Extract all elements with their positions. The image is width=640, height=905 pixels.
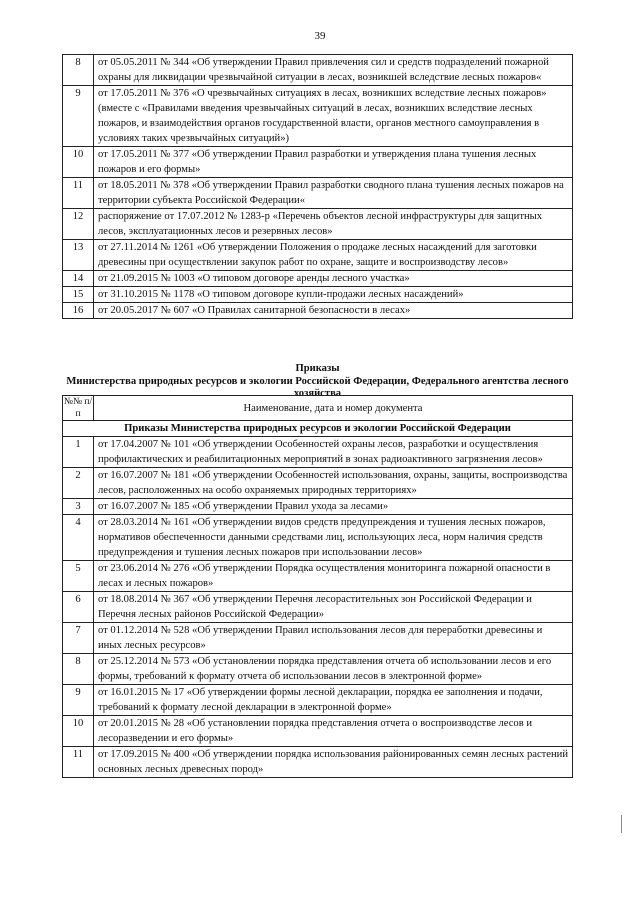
document-title: от 16.01.2015 № 17 «Об утверждении формы лесной декларации, порядка ее заполнения и подачи, требований к формату лесной декларации в электронной форме» xyxy=(94,685,573,716)
table-row xyxy=(63,685,573,716)
row-number: 9 xyxy=(63,86,94,147)
document-title: распоряжение от 17.07.2012 № 1283-р «Перечень объектов лесной инфраструктуры для защитных лесов, эксплуатационных лесов и резервных лесов» xyxy=(94,209,573,240)
document-title: от 27.11.2014 № 1261 «Об утверждении Положения о продаже лесных насаждений для заготовки древесины при осуществлении закупок работ по охране, защите и воспроизводству лесов» xyxy=(94,240,573,271)
row-number: 15 xyxy=(63,287,94,303)
column-header-name: Наименование, дата и номер документа xyxy=(94,396,573,421)
page-number: 39 xyxy=(314,30,326,42)
document-title: от 21.09.2015 № 1003 «О типовом договоре аренды лесного участка» xyxy=(94,271,573,287)
table-row xyxy=(63,716,573,747)
table-row xyxy=(63,747,573,778)
document-title: от 05.05.2011 № 344 «Об утверждении Правил привлечения сил и средств подразделений пожарной охраны для ликвидации чрезвычайной ситуации в лесах, возникшей вследствие лесных пожаров« xyxy=(94,55,573,86)
table-row xyxy=(63,515,573,561)
table-row xyxy=(63,561,573,592)
document-title: от 17.05.2011 № 377 «Об утверждении Правил разработки и утверждения плана тушения лесных пожаров и его формы» xyxy=(94,147,573,178)
section-heading-title: Приказы xyxy=(295,363,340,374)
row-number: 2 xyxy=(63,468,94,499)
table-row xyxy=(63,86,573,147)
table-row xyxy=(63,147,573,178)
table-row xyxy=(63,303,573,319)
table-row xyxy=(63,623,573,654)
table-row xyxy=(63,468,573,499)
document-title: от 16.07.2007 № 185 «Об утверждении Правил ухода за лесами» xyxy=(94,499,573,515)
row-number: 8 xyxy=(63,55,94,86)
table-row xyxy=(63,499,573,515)
document-title: от 25.12.2014 № 573 «Об установлении порядка представления отчета об использовании лесов и его формы, требований к формату отчета об использовании лесов в электронной форме» xyxy=(94,654,573,685)
column-header-number: №№ п/п xyxy=(63,397,93,419)
table-body xyxy=(63,396,573,778)
row-number: 7 xyxy=(63,623,94,654)
table-row xyxy=(63,592,573,623)
row-number: 6 xyxy=(63,592,94,623)
table-row xyxy=(63,271,573,287)
document-title: от 20.01.2015 № 28 «Об установлении порядка представления отчета о воспроизводстве лесов и лесоразведении и его формы» xyxy=(94,716,573,747)
section-heading-subtitle: Министерства природных ресурсов и экологии Российской Федерации, Федерального агентства лесного хозяйства xyxy=(66,376,569,399)
document-title: от 28.03.2014 № 161 «Об утверждении видов средств предупреждения и тушения лесных пожаров, нормативов обеспеченности данными средствами лиц, использующих леса, норм наличия средств предупреждения и тушения лесных пожаров при использовании лесов» xyxy=(94,515,573,561)
document-title: от 17.04.2007 № 101 «Об утверждении Особенностей охраны лесов, разработки и осуществления профилактических и реабилитационных мероприятий в зонах радиоактивного загрязнения лесов» xyxy=(94,437,573,468)
ministry-orders-table xyxy=(62,395,573,778)
row-number: 4 xyxy=(63,515,94,561)
table-section-title: Приказы Министерства природных ресурсов и экологии Российской Федерации xyxy=(63,421,573,437)
table-row xyxy=(63,654,573,685)
row-number: 9 xyxy=(63,685,94,716)
table-row xyxy=(63,287,573,303)
row-number: 13 xyxy=(63,240,94,271)
row-number: 10 xyxy=(63,147,94,178)
table-section-row xyxy=(63,421,573,437)
row-number: 8 xyxy=(63,654,94,685)
margin-mark xyxy=(621,815,622,833)
row-number: 10 xyxy=(63,716,94,747)
document-title: от 31.10.2015 № 1178 «О типовом договоре купли-продажи лесных насаждений» xyxy=(94,287,573,303)
document-title: от 17.09.2015 № 400 «Об утверждении порядка использования районированных семян лесных растений основных лесных древесных пород» xyxy=(94,747,573,778)
document-title: от 01.12.2014 № 528 «Об утверждении Правил использования лесов для переработки древесины и иных лесных ресурсов» xyxy=(94,623,573,654)
row-number: 11 xyxy=(63,178,94,209)
document-title: от 18.05.2011 № 378 «Об утверждении Правил разработки сводного плана тушения лесных пожаров на территории субъекта Российской Федерации« xyxy=(94,178,573,209)
row-number: 5 xyxy=(63,561,94,592)
document-title: от 18.08.2014 № 367 «Об утверждении Перечня лесорастительных зон Российской Федерации и Перечня лесных районов Российской Федерации» xyxy=(94,592,573,623)
row-number: 16 xyxy=(63,303,94,319)
table-row xyxy=(63,178,573,209)
row-number: 11 xyxy=(63,747,94,778)
government-acts-table-continued xyxy=(62,54,573,319)
table-header-row xyxy=(63,396,573,421)
table-body xyxy=(63,55,573,319)
table-row xyxy=(63,209,573,240)
row-number: 12 xyxy=(63,209,94,240)
document-title: от 17.05.2011 № 376 «О чрезвычайных ситуациях в лесах, возникших вследствие лесных пожаров» (вместе с «Правилами введения чрезвычайных ситуаций в лесах, возникших вследствие лесных пожаров, и взаимодействия органов государственной власти, органов местного самоуправления в условиях таких чрезвычайных ситуаций») xyxy=(94,86,573,147)
document-title: от 23.06.2014 № 276 «Об утверждении Порядка осуществления мониторинга пожарной опасности в лесах и лесных пожаров» xyxy=(94,561,573,592)
row-number: 1 xyxy=(63,437,94,468)
document-title: от 20.05.2017 № 607 «О Правилах санитарной безопасности в лесах» xyxy=(94,303,573,319)
table-row xyxy=(63,437,573,468)
table-row xyxy=(63,240,573,271)
row-number: 14 xyxy=(63,271,94,287)
document-title: от 16.07.2007 № 181 «Об утверждении Особенностей использования, охраны, защиты, воспроизводства лесов, расположенных на особо охраняемых природных территориях» xyxy=(94,468,573,499)
table-row xyxy=(63,55,573,86)
row-number: 3 xyxy=(63,499,94,515)
